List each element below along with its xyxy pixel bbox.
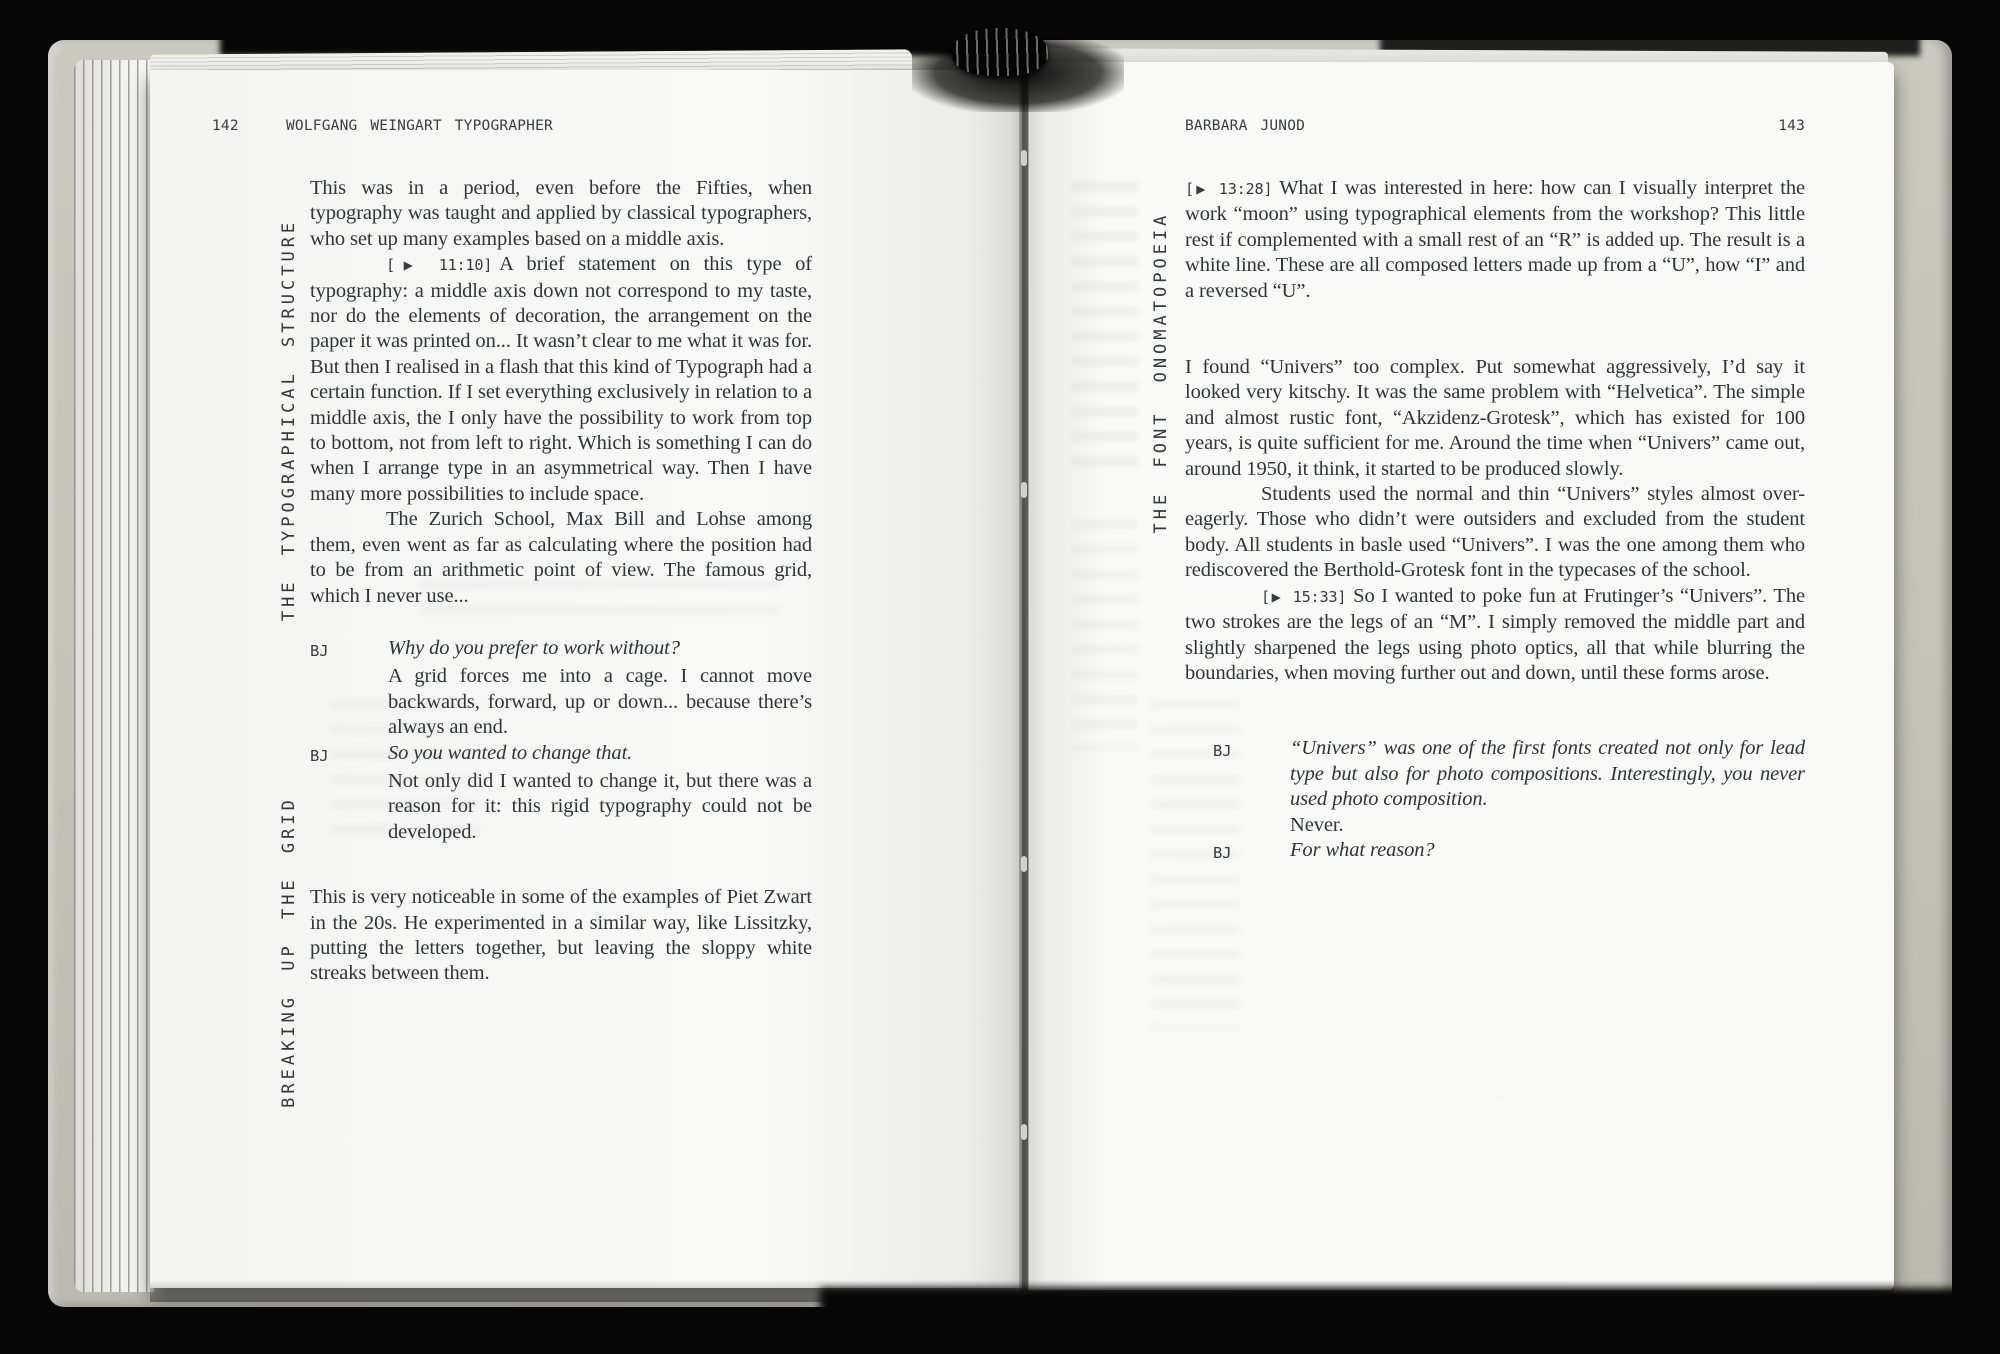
header-row-right: [1185, 118, 1805, 134]
dialogue-block: [310, 636, 812, 845]
running-header-right: BARBARA JUNOD: [1185, 118, 1306, 134]
binding-stitch: [1021, 150, 1027, 166]
shadow-bottom: [820, 1288, 2000, 1354]
dialogue-row: [310, 741, 812, 769]
speaker-label: BJ: [310, 641, 329, 660]
dialogue-row: [310, 769, 812, 845]
paragraph: [1185, 176, 1805, 304]
margin-label-onomatopoeia: ONOMATOPOEIA: [1151, 211, 1171, 383]
speaker-label: [310, 664, 388, 740]
binding-stitch: [1021, 856, 1027, 872]
dialogue-answer: A grid forces me into a cage. I cannot move backwards, forward, up or down... because there’s always an end.: [388, 665, 812, 739]
paragraph: I found “Univers” too complex. Put somewhat aggressively, I’d say it looked very kitschy. It was the same problem with “Helvetica”. The simple and almost rustic font, “Akzidenz-Grotesk”, which has existed for 100 years, is quite sufficient for me. Around the time when “Univers” came out, around 1950, it think, it started to be produced slowly.: [1185, 356, 1805, 480]
speaker-label: [310, 769, 388, 845]
right-text-column: [1185, 176, 1805, 866]
dialogue-answer: Never.: [1290, 813, 1344, 836]
paragraph: [1185, 584, 1805, 687]
paragraph: [310, 252, 812, 507]
dialogue-question: “Univers” was one of the first fonts created not only for lead type but also for photo compositions. Interestingly, you never used photo composition.: [1290, 737, 1805, 811]
margin-label-breaking-up-the-grid: BREAKING UP THE GRID: [279, 796, 299, 1108]
dialogue-row: [310, 664, 812, 740]
page-number-left: 142: [212, 118, 239, 134]
left-text-column: [310, 176, 812, 987]
paragraph-text: A brief statement on this type of typography: a middle axis down not correspond to my taste, nor do the elements of decoration, the arrangement on the paper it was printed on... It wasn’t clear to me what it was for. But then I realised in a flash that this kind of Typograph had a certain function. If I set everything exclusively in relation to a middle axis, the I only have the possibility to work from top to bottom, not from left to right. Which is something I can do when I arrange type in an asymmetrical way. Then I have many more possibilities to include space.: [310, 253, 812, 505]
paragraph: This is very noticeable in some of the examples of Piet Zwart in the 20s. He experimented in a similar way, like Lissitzky, putting the letters together, but leaving the sloppy white streaks between them.: [310, 886, 812, 985]
paragraph-text: So I wanted to poke fun at Frutinger’s “Univers”. The two strokes are the legs of an “M”. I simply removed the middle part and slightly sharpened the legs using photo optics, all that while blurring the boundaries, when moving further out and down, until these forms arose.: [1185, 584, 1805, 684]
page-edge-stack: [74, 60, 154, 1292]
dialogue-answer: Not only did I wanted to change it, but there was a reason for it: this rigid typography could not be developed.: [388, 769, 812, 843]
gutter: [1019, 66, 1029, 1292]
timestamp-13-28: [▶ 13:28]: [1185, 180, 1273, 198]
binding-stitch: [1021, 1124, 1027, 1140]
binding-coil: [952, 28, 1048, 76]
paragraph: The Zurich School, Max Bill and Lohse among them, even went as far as calculating where the position had to be from an arithmetic point of view. The famous grid, which I never use...: [310, 508, 812, 607]
margin-label-the-font: THE FONT: [1151, 410, 1171, 534]
paragraph: Students used the normal and thin “Univers” styles almost over-eagerly. Those who didn’t were outsiders and excluded from the student body. All students in basle used “Univers”. I was the one among them who rediscovered the Berthold-Grotesk font in the typecases of the school.: [1185, 483, 1805, 582]
dialogue-row: [1185, 813, 1805, 838]
dialogue-question: For what reason?: [1290, 838, 1435, 861]
dialogue-block: [1185, 736, 1805, 866]
binding-stitch: [1021, 482, 1027, 498]
dialogue-row: [1185, 838, 1805, 866]
margin-label-typographical-structure: THE TYPOGRAPHICAL STRUCTURE: [279, 218, 299, 622]
speaker-label: BJ: [310, 746, 329, 765]
dialogue-question: So you wanted to change that.: [388, 741, 633, 764]
timestamp-15-33: [▶ 15:33]: [1261, 587, 1347, 606]
dialogue-row: [310, 636, 812, 664]
running-header-left: WOLFGANG WEINGART TYPOGRAPHER: [286, 118, 553, 134]
paragraph-text: What I was interested in here: how can I visually interpret the work “moon” using typographical elements from the workshop? This little rest if complemented with a small rest of an “R” is added up. The result is a white line. These are all composed letters made up from a “U”, how “I” and a reversed “U”.: [1185, 177, 1806, 302]
paragraph: This was in a period, even before the Fifties, when typography was taught and applied by classical typographers, who set up many examples based on a middle axis.: [310, 177, 812, 250]
speaker-label: [1185, 813, 1290, 838]
dialogue-question: Why do you prefer to work without?: [388, 636, 680, 659]
timestamp-11-10: [▶ 11:10]: [386, 256, 493, 275]
page-number-right: 143: [1778, 118, 1805, 134]
speaker-label: BJ: [1213, 843, 1232, 862]
dialogue-row: [1185, 736, 1805, 812]
speaker-label: BJ: [1213, 742, 1232, 761]
